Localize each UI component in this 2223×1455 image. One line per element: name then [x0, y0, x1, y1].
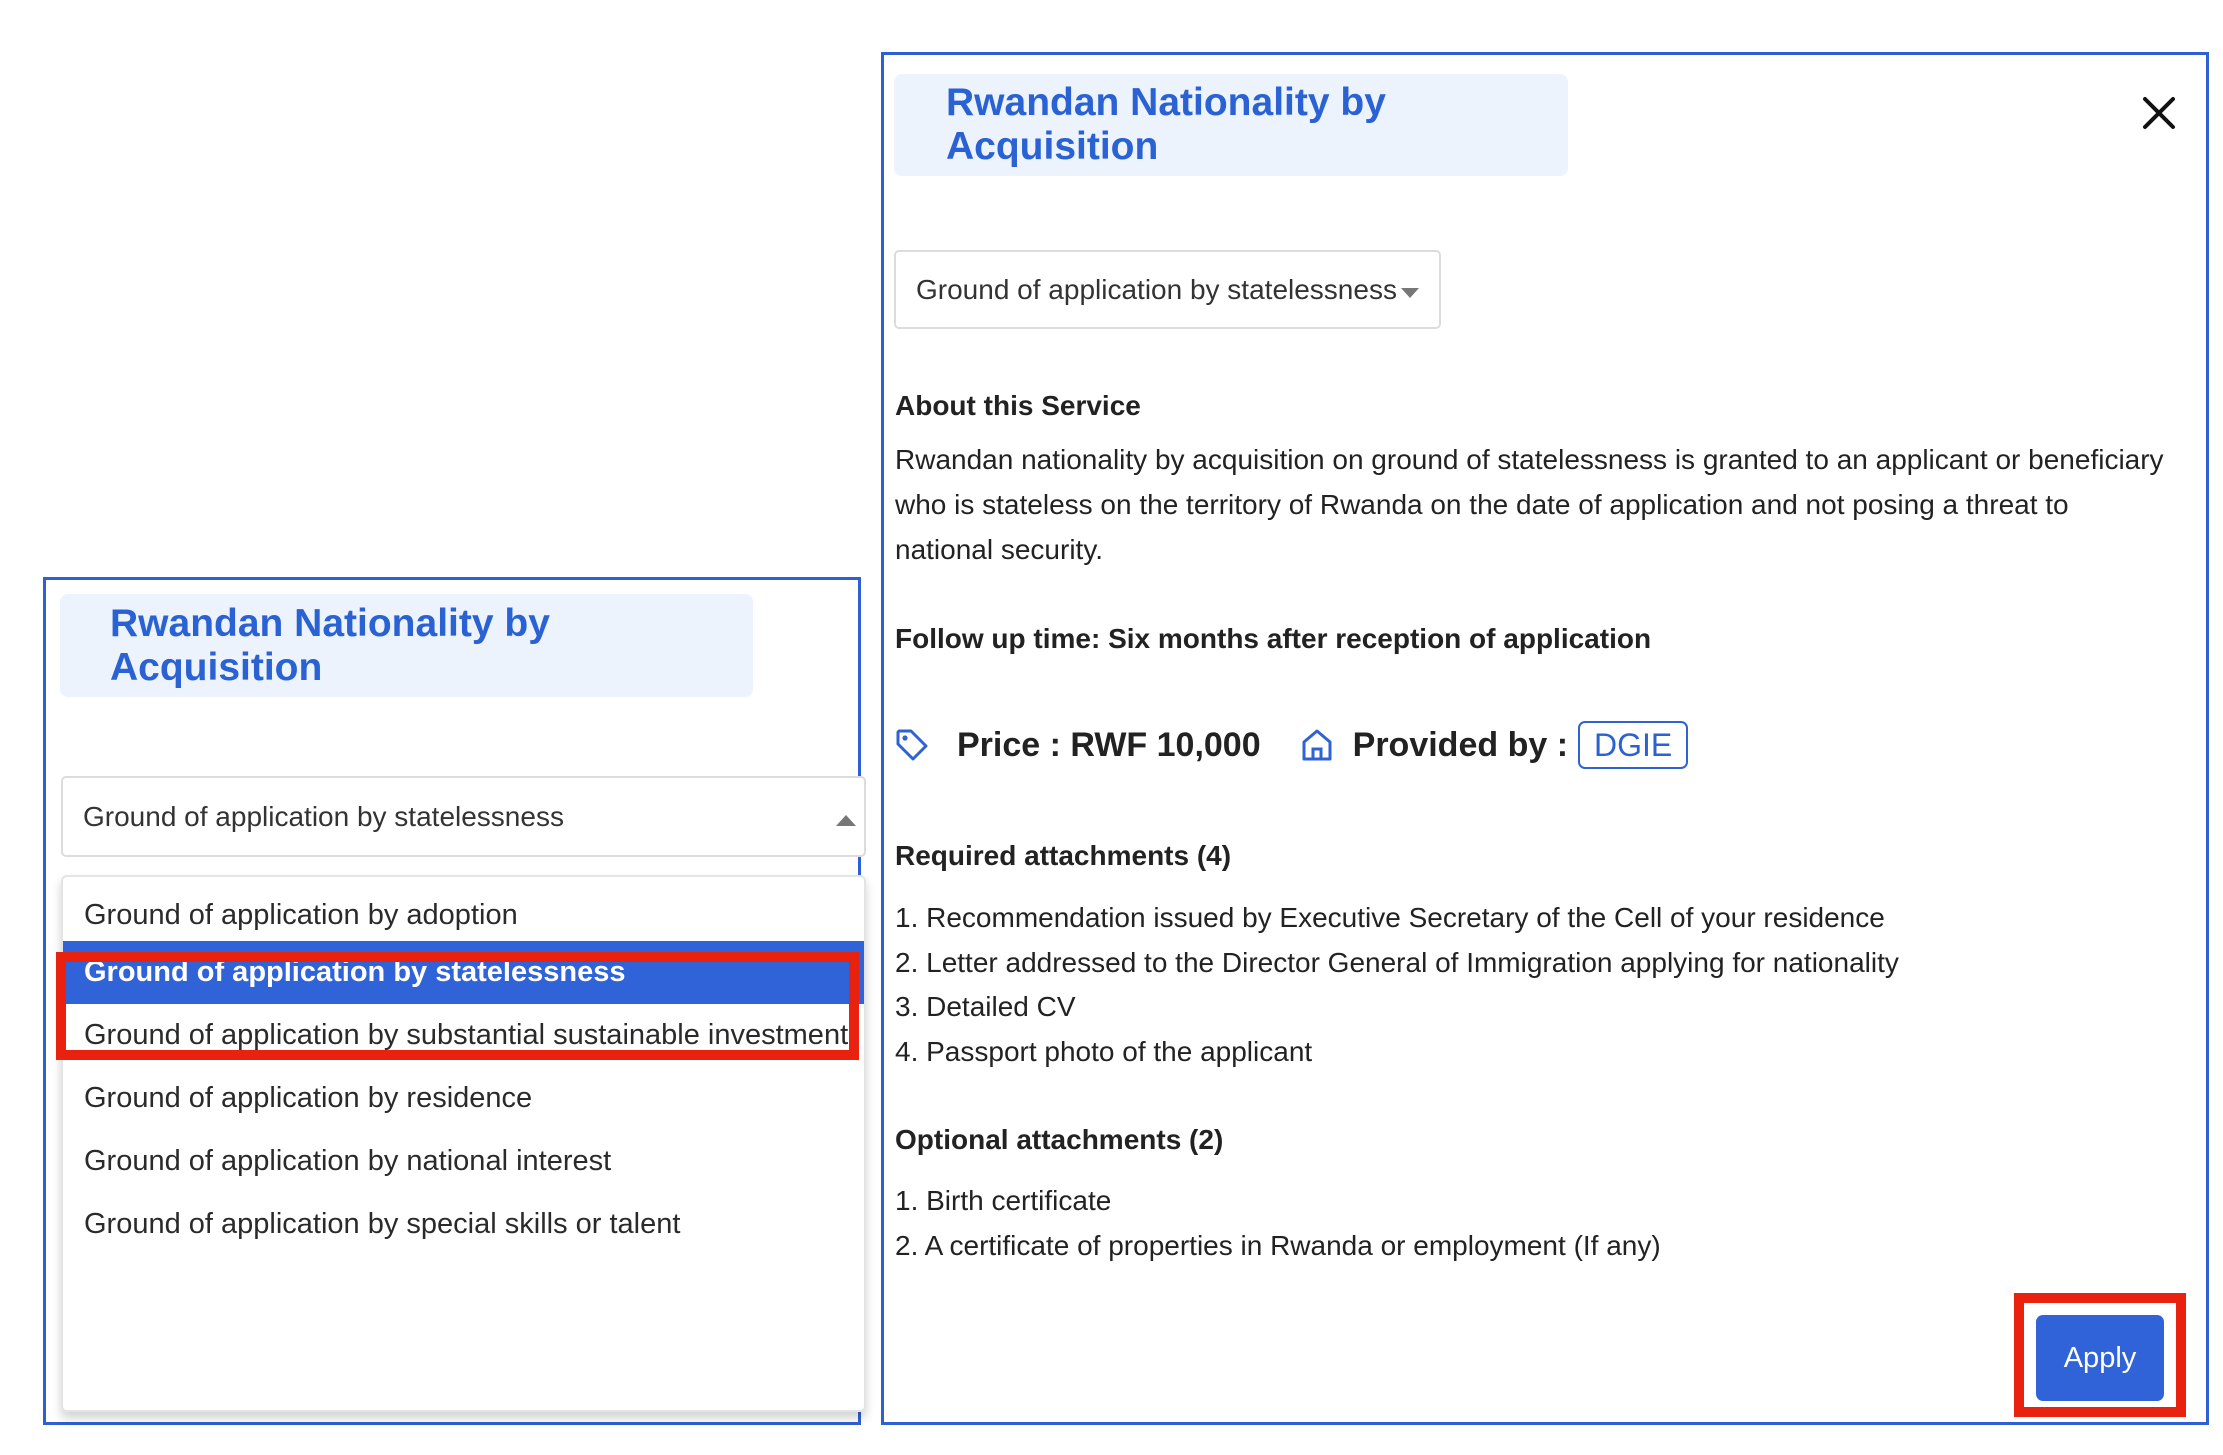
optional-attachment-item: 2. A certificate of properties in Rwanda or employment (If any) — [895, 1230, 1661, 1261]
close-icon — [2142, 96, 2176, 130]
dropdown-option-special-skills[interactable]: Ground of application by special skills or talent — [84, 1208, 681, 1240]
dropdown-option-statelessness[interactable]: Ground of application by statelessness — [63, 941, 864, 1004]
caret-down-icon — [1401, 288, 1419, 298]
apply-button[interactable]: Apply — [2036, 1315, 2164, 1401]
ground-select[interactable] — [894, 250, 1441, 329]
about-line: national security. — [895, 534, 1104, 565]
caret-up-icon — [836, 815, 856, 826]
price-label: Price : RWF 10,000 — [957, 725, 1261, 764]
building-icon — [1301, 728, 1333, 762]
required-attachment-item: 2. Letter addressed to the Director General of Immigration applying for nationality — [895, 947, 1899, 978]
required-attachments-heading: Required attachments (4) — [895, 840, 1232, 871]
ground-select[interactable] — [61, 776, 866, 857]
follow-up-time: Follow up time: Six months after reception of application — [895, 623, 1652, 654]
service-title: Rwandan Nationality by Acquisition — [60, 594, 753, 697]
ground-dropdown-list — [61, 875, 866, 1412]
dropdown-option-national-interest[interactable]: Ground of application by national interest — [84, 1145, 612, 1177]
optional-attachment-item: 1. Birth certificate — [895, 1185, 1112, 1216]
dropdown-option-investment[interactable]: Ground of application by substantial sustainable investment — [84, 1019, 849, 1051]
provider-badge: DGIE — [1578, 721, 1688, 769]
about-heading: About this Service — [895, 390, 1141, 421]
required-attachment-item: 3. Detailed CV — [895, 991, 1076, 1022]
dropdown-option-residence[interactable]: Ground of application by residence — [84, 1082, 533, 1114]
optional-attachments-heading: Optional attachments (2) — [895, 1124, 1224, 1155]
provided-by-label: Provided by : — [1352, 725, 1569, 764]
ground-select-value: Ground of application by statelessness — [916, 273, 1397, 305]
close-button[interactable] — [2129, 83, 2189, 143]
tag-icon — [895, 728, 929, 762]
price-row — [895, 715, 1688, 775]
left-panel-dropdown-view — [43, 577, 861, 1425]
required-attachment-item: 4. Passport photo of the applicant — [895, 1036, 1313, 1067]
ground-select-value: Ground of application by statelessness — [83, 800, 564, 832]
right-panel-service-details — [881, 52, 2209, 1425]
service-title: Rwandan Nationality by Acquisition — [894, 74, 1568, 176]
about-description — [895, 437, 2195, 572]
dropdown-option-adoption[interactable]: Ground of application by adoption — [84, 899, 518, 931]
required-attachment-item: 1. Recommendation issued by Executive Secretary of the Cell of your residence — [895, 902, 1885, 933]
about-line: who is stateless on the territory of Rwanda on the date of application and not posing a threat to — [895, 489, 2069, 520]
about-line: Rwandan nationality by acquisition on ground of statelessness is granted to an applicant or beneficiary — [895, 444, 2164, 475]
